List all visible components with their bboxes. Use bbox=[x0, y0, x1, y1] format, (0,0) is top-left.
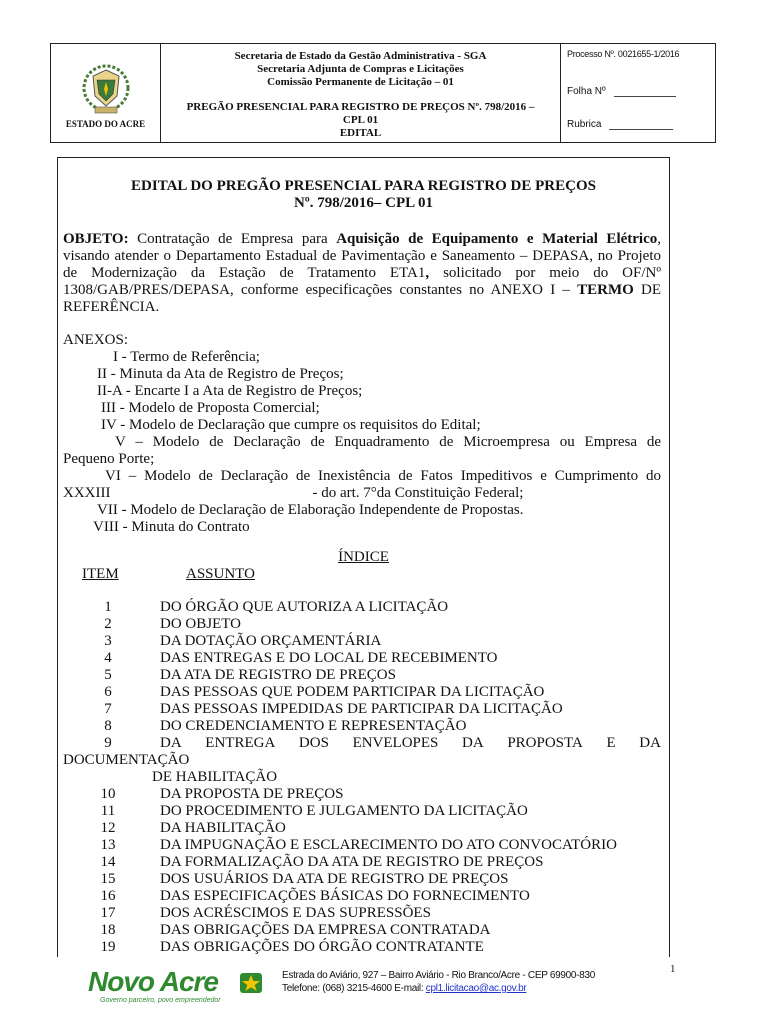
estado-label: ESTADO DO ACRE bbox=[65, 119, 146, 129]
indice-row bbox=[58, 684, 661, 701]
indice-item9-word: PROPOSTA bbox=[507, 735, 583, 751]
header-title-cell bbox=[161, 44, 561, 142]
indice-row bbox=[58, 718, 661, 735]
indice-item9-word: ENVELOPES bbox=[352, 735, 439, 751]
anexo-item: VIII - Minuta do Contrato bbox=[93, 519, 250, 535]
indice-item-subject: DOS USUÁRIOS DA ATA DE REGISTRO DE PREÇOS bbox=[160, 871, 509, 887]
processo-number: Processo Nº. 0021655-1/2016 bbox=[567, 49, 680, 59]
indice-item-number: 4 bbox=[104, 650, 112, 666]
document-title bbox=[58, 178, 669, 212]
header-line-3: Comissão Permanente de Licitação – 01 bbox=[267, 76, 454, 88]
indice-row bbox=[58, 735, 661, 752]
indice-item-number: 13 bbox=[100, 837, 116, 853]
indice-item9-word: ENTREGA bbox=[205, 735, 276, 751]
indice-item-number: 19 bbox=[100, 939, 116, 955]
logo-text: Novo Acre bbox=[88, 966, 219, 997]
objeto-label: OBJETO: bbox=[63, 231, 129, 247]
rubrica-blank bbox=[609, 120, 673, 130]
indice-row bbox=[58, 633, 661, 650]
anexo-item: III - Modelo de Proposta Comercial; bbox=[101, 400, 320, 416]
indice-row bbox=[58, 922, 661, 939]
objeto-bold-2: , bbox=[425, 265, 430, 281]
indice-item-number: 9 bbox=[104, 735, 112, 751]
state-coat-of-arms-icon bbox=[81, 62, 131, 118]
indice-table bbox=[58, 599, 661, 956]
indice-item-number: 7 bbox=[104, 701, 112, 717]
indice-row bbox=[58, 939, 661, 956]
indice-item-subject: DAS OBRIGAÇÕES DO ÓRGÃO CONTRATANTE bbox=[160, 939, 484, 955]
indice-item-subject: DA IMPUGNAÇÃO E ESCLARECIMENTO DO ATO CONVOCATÓRIO bbox=[160, 837, 617, 853]
indice-item-subject: DO CREDENCIAMENTO E REPRESENTAÇÃO bbox=[160, 718, 467, 734]
indice-item-number: 14 bbox=[100, 854, 116, 870]
indice-row bbox=[58, 667, 661, 684]
anexo-item-cont: Pequeno Porte; bbox=[63, 451, 155, 467]
indice-item-subject bbox=[160, 735, 661, 752]
anexo-item-cont bbox=[63, 485, 661, 502]
indice-item-number: 11 bbox=[100, 803, 116, 819]
indice-item9-word: DA bbox=[462, 735, 484, 751]
indice-item-number: 17 bbox=[100, 905, 116, 921]
header-right-cell bbox=[561, 44, 715, 142]
anexo-item: I - Termo de Referência; bbox=[113, 349, 260, 365]
indice-item-subject: DO PROCEDIMENTO E JULGAMENTO DA LICITAÇÃO bbox=[160, 803, 528, 819]
indice-item-number: 3 bbox=[104, 633, 112, 649]
page-footer bbox=[0, 955, 770, 1024]
indice-row bbox=[58, 650, 661, 667]
indice-row bbox=[58, 854, 661, 871]
indice-item9-word: DA bbox=[160, 735, 182, 751]
objeto-paragraph bbox=[63, 231, 661, 316]
indice-item9-continuation: DE HABILITAÇÃO bbox=[152, 769, 278, 785]
novo-acre-logo bbox=[88, 967, 221, 1004]
logo-tagline: Governo parceiro, povo empreendedor bbox=[100, 997, 221, 1004]
objeto-text-1: Contratação de Empresa para bbox=[128, 231, 337, 247]
indice-row bbox=[58, 803, 661, 820]
indice-item9-continuation: DOCUMENTAÇÃO bbox=[63, 752, 190, 768]
anexo-item: IV - Modelo de Declaração que cumpre os requisitos do Edital; bbox=[101, 417, 481, 433]
indice-item-number: 8 bbox=[104, 718, 112, 734]
indice-item9-word: DA bbox=[639, 735, 661, 751]
indice-row bbox=[58, 871, 661, 888]
indice-item-number: 2 bbox=[104, 616, 112, 632]
anexo-item: V – Modelo de Declaração de Enquadramento de Microempresa ou Empresa de bbox=[115, 434, 661, 450]
indice-item-number: 12 bbox=[100, 820, 116, 836]
indice-item-subject: DA DOTAÇÃO ORÇAMENTÁRIA bbox=[160, 633, 382, 649]
rubrica-label: Rubrica bbox=[567, 119, 602, 130]
indice-item-subject: DO OBJETO bbox=[160, 616, 241, 632]
indice-row bbox=[58, 599, 661, 616]
header-line-1: Secretaria de Estado da Gestão Administrativa - SGA bbox=[234, 50, 487, 62]
anexos-label: ANEXOS: bbox=[63, 332, 129, 348]
objeto-bold-1: Aquisição de Equipamento e Material Elétrico bbox=[336, 231, 658, 247]
indice-item9-word: DOS bbox=[298, 735, 329, 751]
page-number: 1 bbox=[670, 963, 676, 975]
indice-item-subject: DOS ACRÉSCIMOS E DAS SUPRESSÕES bbox=[160, 905, 431, 921]
col-assunto-header: ASSUNTO bbox=[186, 566, 255, 582]
title-line-1: EDITAL DO PREGÃO PRESENCIAL PARA REGISTRO DE PREÇOS bbox=[131, 178, 596, 194]
objeto-text-4: DE REFERÊNCIA. bbox=[63, 282, 661, 315]
anexo-item: VI – Modelo de Declaração de Inexistência de Fatos Impeditivos e Cumprimento do bbox=[105, 468, 661, 484]
star-icon bbox=[236, 967, 266, 997]
indice-row bbox=[58, 820, 661, 837]
folha-blank bbox=[614, 87, 676, 97]
col-item-header: ITEM bbox=[82, 566, 119, 582]
anexo-item: VII - Modelo de Declaração de Elaboração Independente de Propostas. bbox=[97, 502, 524, 518]
folha-label: Folha Nº bbox=[567, 86, 606, 97]
indice-item-subject: DAS PESSOAS QUE PODEM PARTICIPAR DA LICITAÇÃO bbox=[160, 684, 545, 700]
indice-item9-word: E bbox=[606, 735, 616, 751]
indice-item-subject: DAS OBRIGAÇÕES DA EMPRESA CONTRATADA bbox=[160, 922, 491, 938]
header-line-5: CPL 01 bbox=[342, 114, 379, 126]
objeto-bold-3: TERMO bbox=[577, 282, 634, 298]
indice-item-subject: DAS ENTREGAS E DO LOCAL DE RECEBIMENTO bbox=[160, 650, 498, 666]
indice-item-number: 1 bbox=[104, 599, 112, 615]
indice-row bbox=[58, 786, 661, 803]
anexo-item: II-A - Encarte I a Ata de Registro de Preços; bbox=[97, 383, 363, 399]
rubrica-field bbox=[567, 119, 673, 130]
footer-phone: Telefone: (068) 3215-4600 E-mail: bbox=[282, 983, 424, 994]
header-line-2: Secretaria Adjunta de Compras e Licitações bbox=[257, 63, 464, 75]
indice-item-subject: DAS PESSOAS IMPEDIDAS DE PARTICIPAR DA LICITAÇÃO bbox=[160, 701, 563, 717]
document-body bbox=[57, 157, 670, 957]
indice-item-subject: DO ÓRGÃO QUE AUTORIZA A LICITAÇÃO bbox=[160, 599, 449, 615]
indice-item-subject: DAS ESPECIFICAÇÕES BÁSICAS DO FORNECIMENTO bbox=[160, 888, 530, 904]
anexo-item: II - Minuta da Ata de Registro de Preços; bbox=[97, 366, 344, 382]
indice-item-number: 6 bbox=[104, 684, 112, 700]
document-header bbox=[50, 43, 716, 143]
header-line-4: PREGÃO PRESENCIAL PARA REGISTRO DE PREÇOS Nº. 798/2016 – bbox=[186, 101, 535, 113]
indice-item-subject: DA FORMALIZAÇÃO DA ATA DE REGISTRO DE PREÇOS bbox=[160, 854, 544, 870]
indice-row bbox=[58, 837, 661, 854]
anexo-art7: - do art. 7°da Constituição Federal; bbox=[312, 485, 524, 501]
objeto-text-3: solicitado por meio do OF/Nº 1308/GAB/PRES/DEPASA, conforme especificações constantes no ANEXO I – bbox=[63, 265, 661, 298]
anexo-xxxiii: XXXIII bbox=[63, 485, 111, 501]
indice-row bbox=[58, 888, 661, 905]
anexos-list bbox=[63, 332, 661, 536]
folha-field bbox=[567, 86, 676, 97]
indice-item-number: 15 bbox=[100, 871, 116, 887]
indice-row bbox=[58, 905, 661, 922]
footer-address: Estrada do Aviário, 927 – Bairro Aviário - Rio Branco/Acre - CEP 69900-830 bbox=[282, 970, 595, 981]
indice-item-number: 10 bbox=[100, 786, 116, 802]
footer-address-block bbox=[282, 969, 595, 995]
indice-item-number: 16 bbox=[100, 888, 116, 904]
indice-item-number: 18 bbox=[100, 922, 116, 938]
indice-row bbox=[58, 701, 661, 718]
indice-row bbox=[58, 616, 661, 633]
email-link[interactable]: cpl1.licitacao@ac.gov.br bbox=[425, 983, 527, 994]
indice-item-subject: DA HABILITAÇÃO bbox=[160, 820, 286, 836]
header-line-6: EDITAL bbox=[339, 127, 382, 139]
header-left-cell bbox=[51, 44, 161, 142]
objeto-text-2: , visando atender o Departamento Estadual de Pavimentação e Saneamento – DEPASA, no Projeto de Modernização da Estação de Tratamento ETA1 bbox=[63, 231, 661, 281]
footer-contact bbox=[282, 982, 595, 995]
indice-item-subject: DA ATA DE REGISTRO DE PREÇOS bbox=[160, 667, 396, 683]
indice-item-number: 5 bbox=[104, 667, 112, 683]
indice-title: ÍNDICE bbox=[338, 549, 389, 565]
title-line-2: Nº. 798/2016– CPL 01 bbox=[293, 195, 434, 211]
indice-item-subject: DA PROPOSTA DE PREÇOS bbox=[160, 786, 344, 802]
